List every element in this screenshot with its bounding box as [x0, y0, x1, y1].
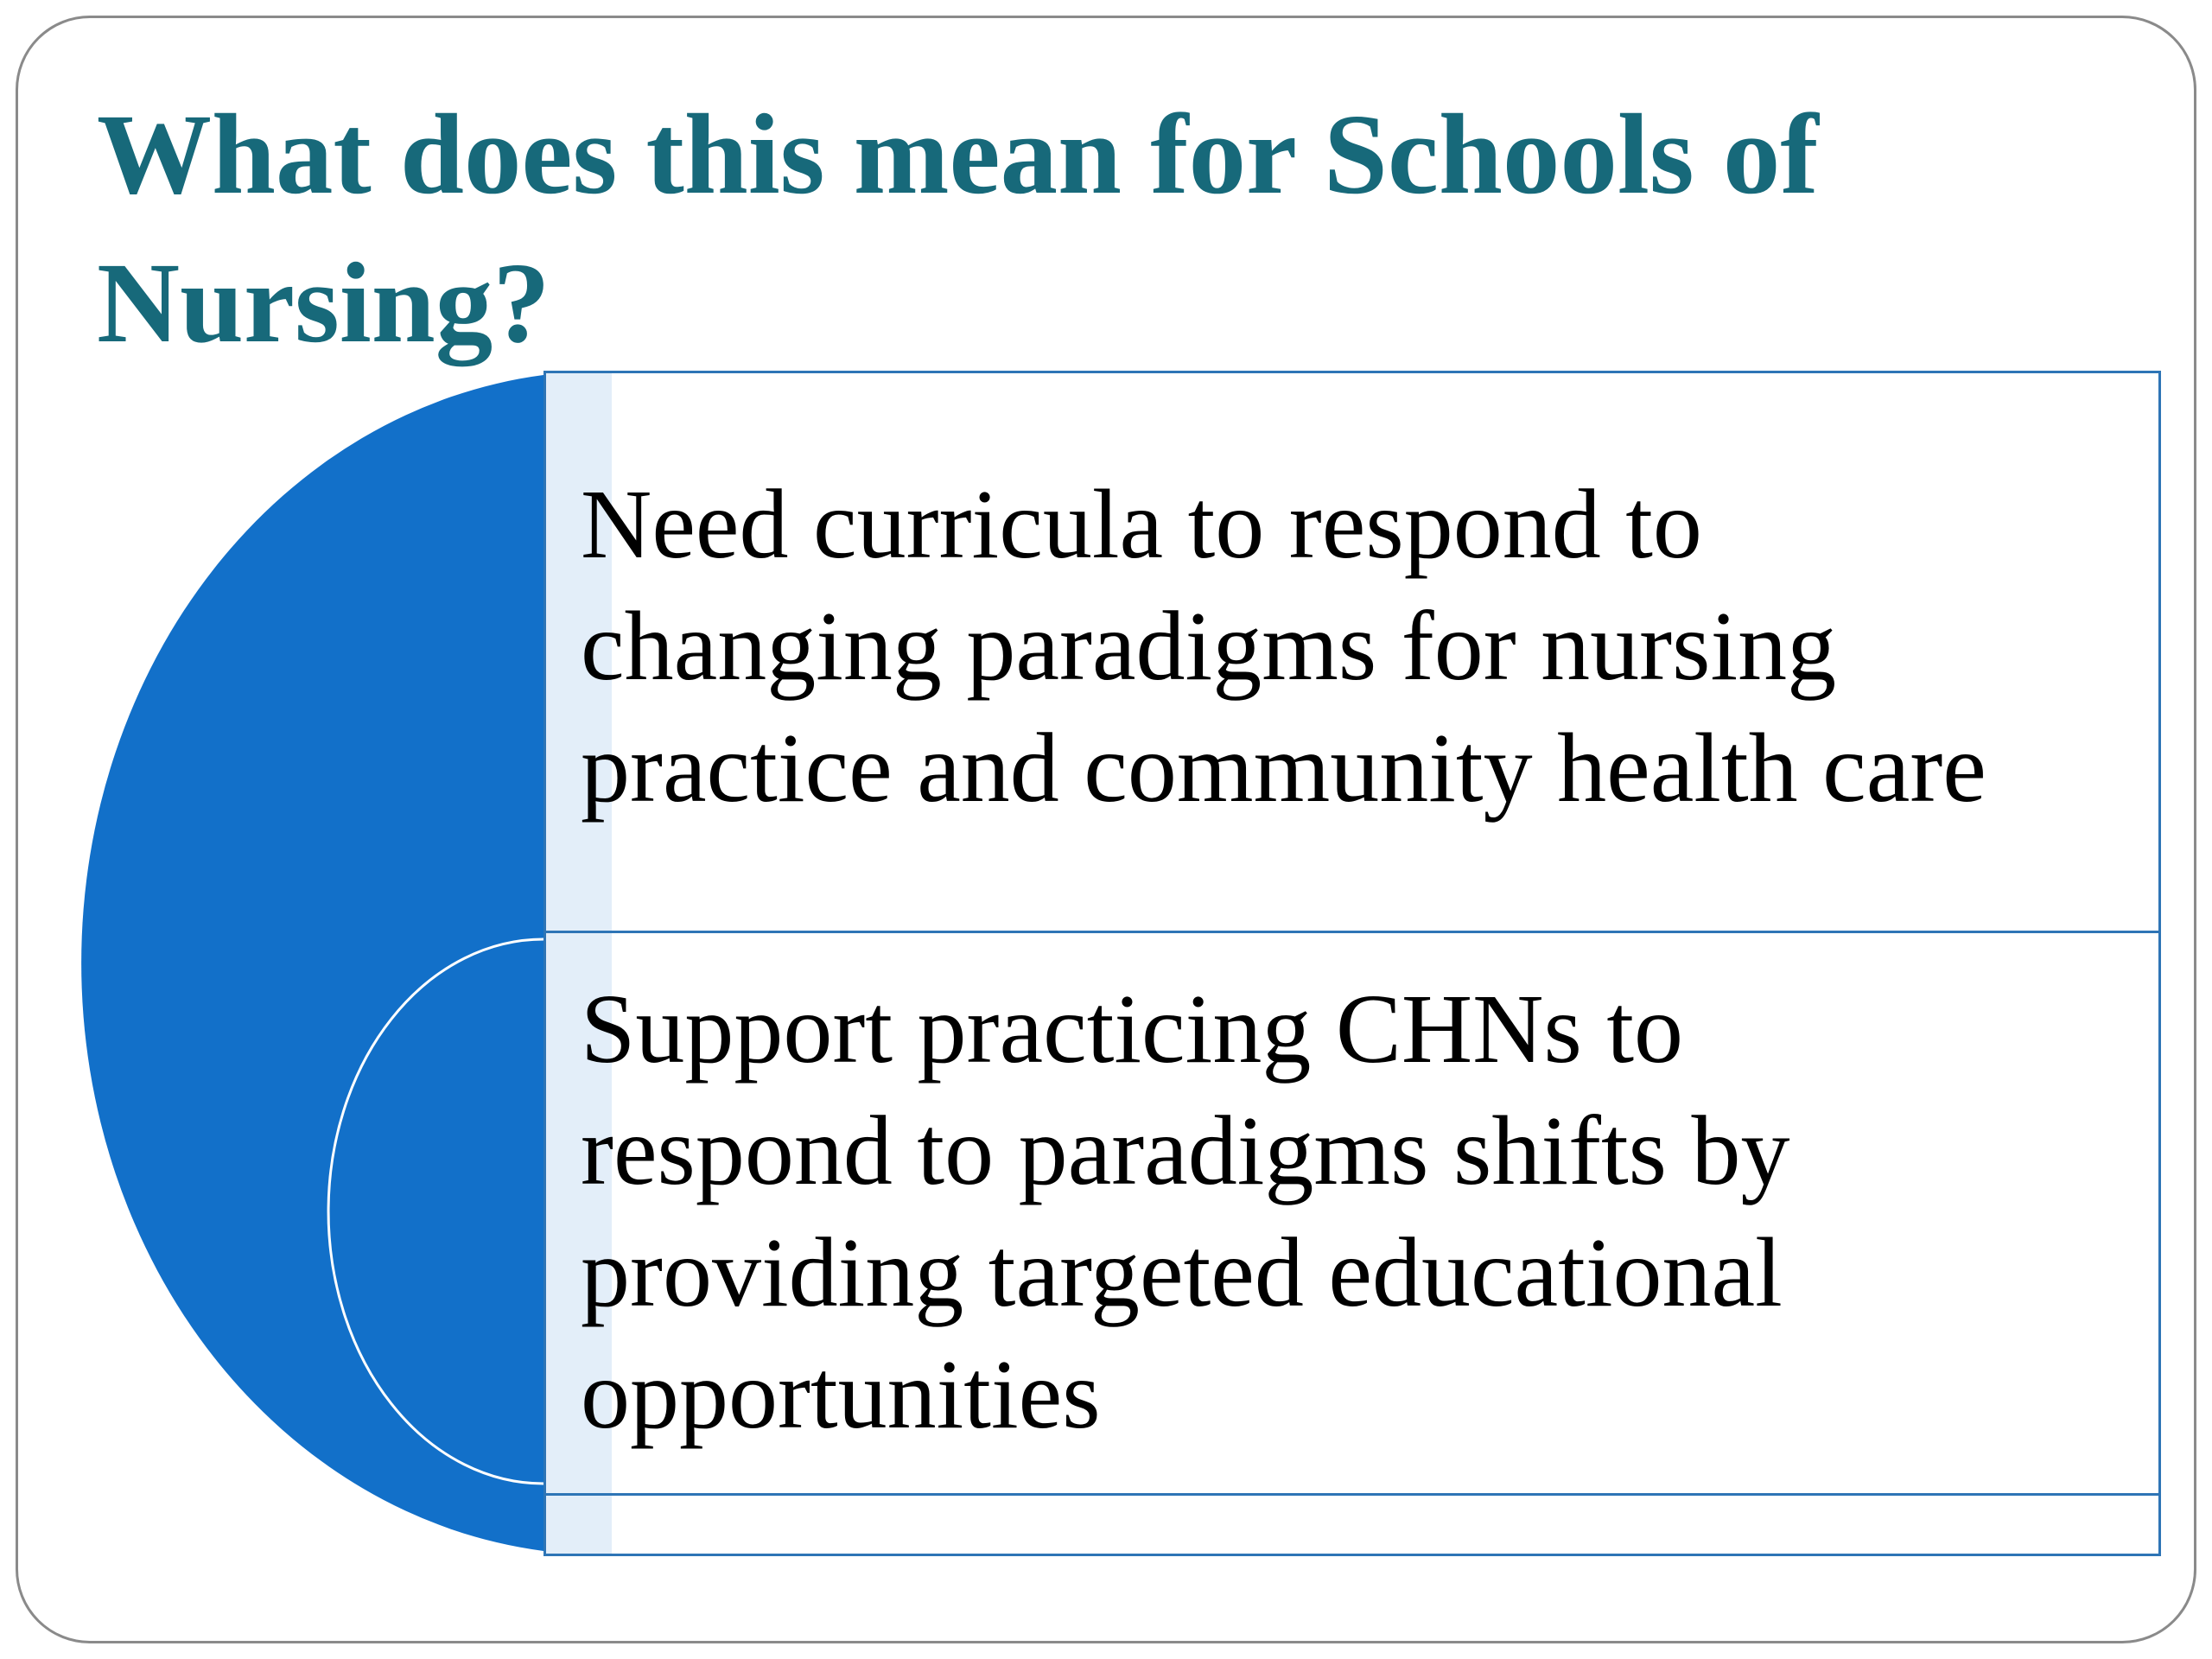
- item-divider: [543, 1493, 2161, 1496]
- list-item-curricula: Need curricula to respond to changing paradigms for nursing practice and community health care: [581, 469, 1986, 823]
- list-item-support-chns: Support practicing CHNs to respond to paradigms shifts by providing targeted educational opportunities: [581, 974, 1790, 1449]
- slide-title: What does this mean for Schools of Nursing?: [97, 90, 1819, 366]
- blue-half-disc: [81, 375, 543, 1551]
- item-divider: [543, 931, 2161, 933]
